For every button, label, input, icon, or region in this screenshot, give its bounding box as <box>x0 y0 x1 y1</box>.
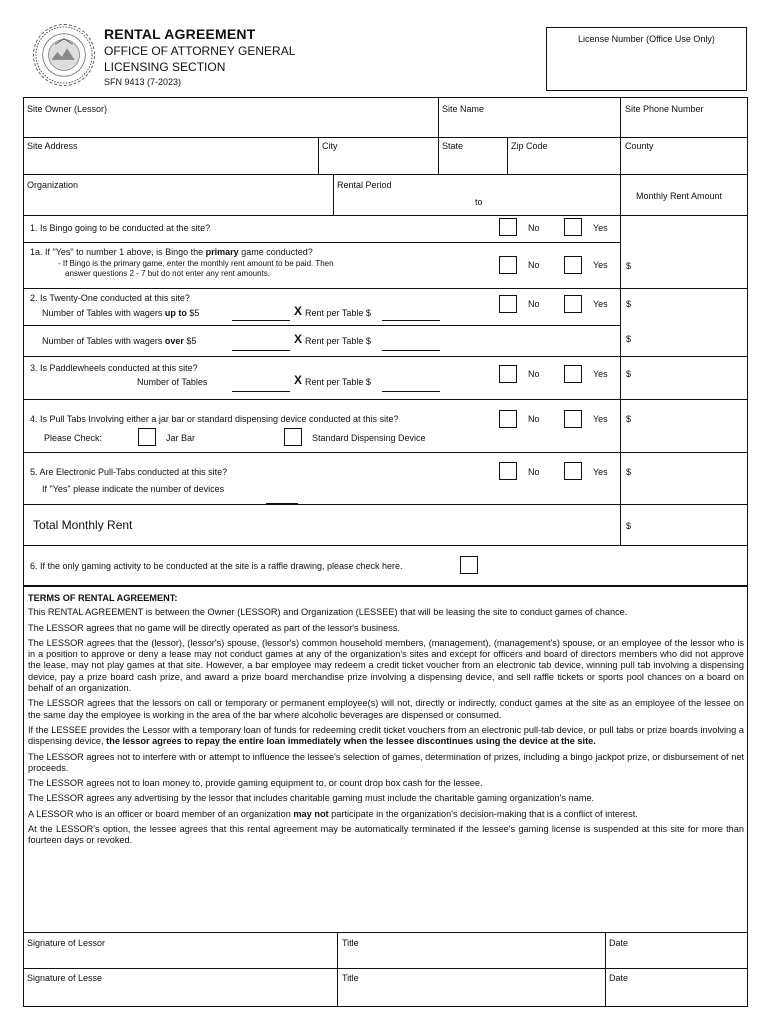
q3-rent-label: Rent per Table $ <box>305 377 371 387</box>
section-name: LICENSING SECTION <box>104 60 226 74</box>
zip-label: Zip Code <box>511 141 548 151</box>
q4-standard-device-label: Standard Dispensing Device <box>312 433 426 443</box>
q1a-no-checkbox[interactable] <box>499 256 517 274</box>
q5-yes-checkbox[interactable] <box>564 462 582 480</box>
q2-label: 2. Is Twenty-One conducted at this site? <box>30 293 190 303</box>
terms-p7: The LESSOR agrees not to loan money to, provide gaming equipment to, or count drop box cash for the lessee. <box>28 778 483 789</box>
terms-p5: If the LESSEE provides the Lessor with a temporary loan of funds for redeeming credit ticket vouchers from an electronic pull-tab device, or pull tabs or prize boards involving a dispensing device, the lessor agrees to repay the entire loan immediately when the lessee discontinues using the device at the site. <box>28 724 744 747</box>
q2-no-checkbox[interactable] <box>499 295 517 313</box>
q1a-rent-dollar: $ <box>626 261 632 271</box>
q3-x: X <box>294 373 303 387</box>
terms-p2: The LESSOR agrees that no game will be directly operated as part of the lessor's business. <box>28 622 400 633</box>
q1a-yes-checkbox[interactable] <box>564 256 582 274</box>
license-number-label: License Number (Office Use Only) <box>578 34 715 44</box>
q4-jar-bar-label: Jar Bar <box>166 433 196 443</box>
q4-jar-bar-checkbox[interactable] <box>138 428 156 446</box>
state-field[interactable] <box>439 138 506 173</box>
q2-over-dollar: $ <box>626 334 632 344</box>
total-monthly-rent-label: Total Monthly Rent <box>33 518 133 532</box>
q5-no-label: No <box>528 467 540 477</box>
site-owner-field[interactable] <box>24 98 437 136</box>
q1-no-checkbox[interactable] <box>499 218 517 236</box>
state-label: State <box>442 141 464 151</box>
terms-section <box>28 593 744 851</box>
q5-yes-label: Yes <box>593 467 608 477</box>
lesse-title-field[interactable] <box>338 969 604 1006</box>
q1-label: 1. Is Bingo going to be conducted at the site? <box>30 223 211 233</box>
state-seal-icon <box>33 24 95 86</box>
q6-raffle-checkbox[interactable] <box>460 556 478 574</box>
zip-field[interactable] <box>508 138 619 173</box>
q4-label: 4. Is Pull Tabs Involving either a jar bar or standard dispensing device conducted at this site? <box>30 414 399 424</box>
q1-yes-checkbox[interactable] <box>564 218 582 236</box>
q4-no-checkbox[interactable] <box>499 410 517 428</box>
q5-devices-field[interactable] <box>266 503 298 504</box>
q2-no-label: No <box>528 299 540 309</box>
site-address-field[interactable] <box>24 138 317 173</box>
site-phone-field[interactable] <box>621 98 747 136</box>
terms-p6: The LESSOR agrees not to interfere with or attempt to influence the lessee's selection of games, determination of prizes, including a bingo jackpot prize, or disbursement of net proceeds. <box>28 751 744 773</box>
rental-period-label: Rental Period <box>337 180 392 190</box>
lesse-date-field[interactable] <box>606 969 747 1006</box>
q2-up-to-tables-field[interactable] <box>232 320 290 321</box>
q5-devices-label: If "Yes" please indicate the number of devices <box>42 484 225 494</box>
q2-up-to-x: X <box>294 304 303 318</box>
lessor-date-label: Date <box>609 938 629 948</box>
terms-p4: The LESSOR agrees that the lessors on call or temporary or permanent employee(s) will not, directly or indirectly, conduct games at the site as an employee of the lessee on the same day the employee is working in the area of the bar where alcoholic beverages are dispensed or consumed. <box>28 698 744 720</box>
q2-yes-checkbox[interactable] <box>564 295 582 313</box>
site-phone-label: Site Phone Number <box>625 104 704 114</box>
lesse-title-label: Title <box>342 973 359 983</box>
lessor-signature-label: Signature of Lessor <box>27 938 106 948</box>
lessor-date-field[interactable] <box>606 933 747 967</box>
q2-over-tables-field[interactable] <box>232 350 290 351</box>
q1a-note-1: - If Bingo is the primary game, enter the monthly rent amount to be paid. Then <box>58 259 334 268</box>
q1a-yes-label: Yes <box>593 260 608 270</box>
q1-no-label: No <box>528 223 540 233</box>
lesse-date-label: Date <box>609 973 629 983</box>
q3-dollar: $ <box>626 369 632 379</box>
q1a-rent-field[interactable] <box>632 250 744 282</box>
q3-tables-field[interactable] <box>232 391 290 392</box>
q2-over-x: X <box>294 332 303 346</box>
form-title: RENTAL AGREEMENT <box>104 26 256 42</box>
city-label: City <box>322 141 338 151</box>
county-label: County <box>625 141 654 151</box>
q2-up-to-dollar: $ <box>626 299 632 309</box>
rental-period-field[interactable] <box>334 175 619 214</box>
q4-dollar: $ <box>626 414 632 424</box>
q4-standard-device-checkbox[interactable] <box>284 428 302 446</box>
license-number-field[interactable] <box>546 27 747 91</box>
q4-please-check: Please Check: <box>44 433 103 443</box>
q2-over-label: Number of Tables with wagers over $5 <box>42 336 197 346</box>
terms-p9: A LESSOR who is an officer or board member of an organization may not participate in the organization's decision-making that is a conflict of interest. <box>28 808 638 819</box>
q3-label: 3. Is Paddlewheels conducted at this site? <box>30 363 198 373</box>
q6-label: 6. If the only gaming activity to be conducted at the site is a raffle drawing, please check here. <box>30 561 403 571</box>
q5-no-checkbox[interactable] <box>499 462 517 480</box>
q3-rent-field[interactable] <box>382 391 440 392</box>
q2-up-to-label: Number of Tables with wagers up to $5 <box>42 308 200 318</box>
terms-p8: The LESSOR agrees any advertising by the lessor that includes charitable gaming must include the charitable gaming organization's name. <box>28 793 595 804</box>
county-field[interactable] <box>621 138 747 173</box>
city-field[interactable] <box>319 138 437 173</box>
site-name-field[interactable] <box>439 98 619 136</box>
q5-dollar: $ <box>626 467 632 477</box>
q1a-label: 1a. If "Yes" to number 1 above, is Bingo the primary game conducted? <box>30 247 313 257</box>
q1a-note-2: answer questions 2 - 7 but do not enter any rent amounts. <box>65 269 271 278</box>
q3-tables-label: Number of Tables <box>137 377 208 387</box>
q2-up-to-rent-field[interactable] <box>382 320 440 321</box>
q3-no-label: No <box>528 369 540 379</box>
q2-yes-label: Yes <box>593 299 608 309</box>
rental-period-to: to <box>475 197 483 207</box>
q4-yes-label: Yes <box>593 414 608 424</box>
q3-yes-label: Yes <box>593 369 608 379</box>
q5-label: 5. Are Electronic Pull-Tabs conducted at this site? <box>30 467 228 477</box>
monthly-rent-amount-label: Monthly Rent Amount <box>636 191 723 201</box>
lessor-signature-field[interactable] <box>24 933 336 967</box>
site-address-label: Site Address <box>27 141 78 151</box>
total-dollar: $ <box>626 521 632 531</box>
terms-p1: This RENTAL AGREEMENT is between the Owner (LESSOR) and Organization (LESSEE) that will be leasing the site to conduct games of chance. <box>28 607 628 618</box>
office-name: OFFICE OF ATTORNEY GENERAL <box>104 44 296 58</box>
q4-yes-checkbox[interactable] <box>564 410 582 428</box>
organization-field[interactable] <box>24 175 332 214</box>
total-rent-field[interactable] <box>632 507 744 543</box>
terms-p10: At the LESSOR's option, the lessee agrees that this rental agreement may be automatically terminated if the lessee's gaming license is suspended at this site for more than fourteen days or revoked. <box>28 824 744 846</box>
q1-yes-label: Yes <box>593 223 608 233</box>
q4-no-label: No <box>528 414 540 424</box>
form-number: SFN 9413 (7-2023) <box>104 77 182 87</box>
lessor-title-field[interactable] <box>338 933 604 967</box>
site-owner-label: Site Owner (Lessor) <box>27 104 108 114</box>
lessor-title-label: Title <box>342 938 359 948</box>
q2-over-rent-field[interactable] <box>382 350 440 351</box>
q2-over-rent-label: Rent per Table $ <box>305 336 371 346</box>
terms-p3: The LESSOR agrees that the (lessor), (lessor's) spouse, (lessor's) common household members, (management), (management's) spouse, or an employee of the lessor who is in a position to approve or deny a lease may not conduct games at any of the organization's sites and except for officers and board of directors members who did not approve the lease, may not play games at that site. However, a bar employee may redeem a credit ticket voucher from an electronic tab device, winning pull tab involving a dispensing device, pay a prize board cash prize, and award a prize board merchandise prize involving a dispensing device, and sell raffle tickets or sports pool chances on a board on behalf of an organization. <box>28 637 744 694</box>
q3-yes-checkbox[interactable] <box>564 365 582 383</box>
terms-heading: TERMS OF RENTAL AGREEMENT: <box>28 593 178 603</box>
lesse-signature-field[interactable] <box>24 969 336 1006</box>
form-frame <box>23 97 748 1007</box>
q2-up-to-rent-label: Rent per Table $ <box>305 308 371 318</box>
lesse-signature-label: Signature of Lesse <box>27 973 103 983</box>
site-name-label: Site Name <box>442 104 485 114</box>
q3-no-checkbox[interactable] <box>499 365 517 383</box>
organization-label: Organization <box>27 180 79 190</box>
q1a-no-label: No <box>528 260 540 270</box>
